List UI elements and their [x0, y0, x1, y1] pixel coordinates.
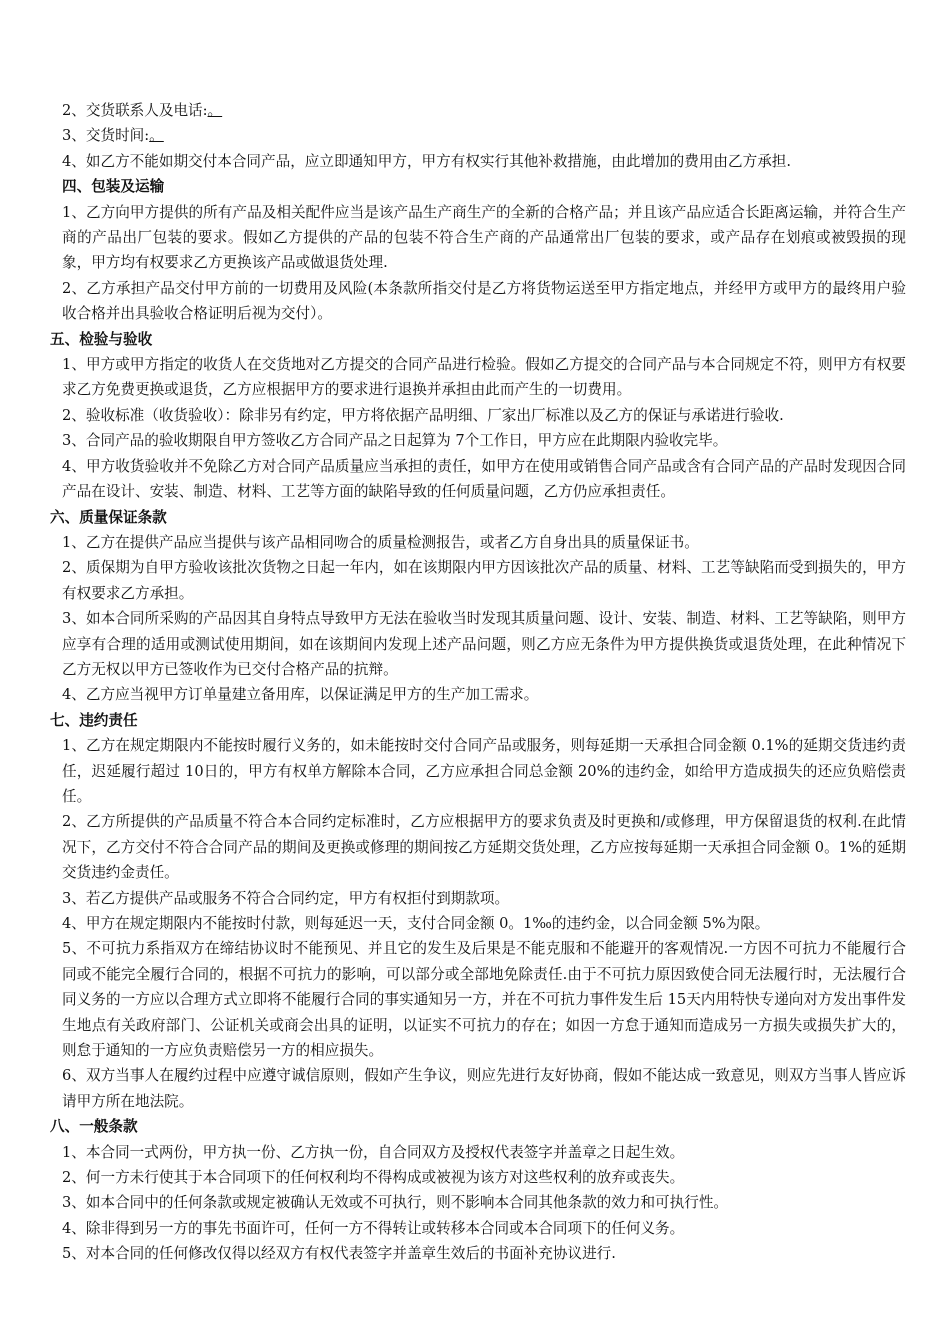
section-4-para-2: 2、乙方承担产品交付甲方前的一切费用及风险(本条款所指交付是乙方将货物运送至甲方指定地点，并经甲方或甲方的最终用户验收合格并出具验收合格证明后视为交付）。 [62, 279, 906, 323]
section-6-para-4: 4、乙方应当视甲方订单量建立备用库，以保证满足甲方的生产加工需求。 [62, 686, 539, 704]
section-7-para-2: 2、乙方所提供的产品质量不符合本合同约定标准时，乙方应根据甲方的要求负责及时更换和/或修理，甲方保留退货的权利.在此情况下，乙方交付不符合合同产品的期间及更换或修理的期间按乙方延期交货处理，乙方应按每延期一天承担合同金额 0。1%的延期交货违约金责任。 [62, 813, 906, 882]
section-8-heading: 八、一般条款 [50, 1118, 138, 1136]
section-6-para-2: 2、质保期为自甲方验收该批次货物之日起一年内，如在该期限内甲方因该批次产品的质量、材料、工艺等缺陷而受到损失的，甲方有权要求乙方承担。 [62, 559, 906, 602]
section-5-para-1: 1、甲方或甲方指定的收货人在交货地对乙方提交的合同产品进行检验。假如乙方提交的合同产品与本合同规定不符，则甲方有权要求乙方免费更换或退货，乙方应根据甲方的要求进行退换并承担由此而产生的一切费用。 [62, 356, 906, 399]
section-5-para-3: 3、合同产品的验收期限自甲方签收乙方合同产品之日起算为 7个工作日，甲方应在此期限内验收完毕。 [62, 432, 728, 450]
section-8-para-2: 2、何一方未行使其于本合同项下的任何权利均不得构成或被视为该方对这些权利的放弃或丧失。 [62, 1169, 685, 1187]
section-8-para-5: 5、对本合同的任何修改仅得以经双方有权代表签字并盖章生效后的书面补充协议进行. [62, 1245, 616, 1263]
section-7-para-1: 1、乙方在规定期限内不能按时履行义务的，如未能按时交付合同产品或服务，则每延期一天承担合同金额 0.1%的延期交货违约责任，迟延履行超过 10日的，甲方有权单方解除本合同，乙方应承担合同总金额 20%的违约金，如给甲方造成损失的还应负赔偿责任。 [62, 737, 906, 805]
delivery-contact-blank: 。 [207, 102, 223, 119]
section-4-para-1: 1、乙方向甲方提供的所有产品及相关配件应当是该产品生产商生产的全新的合格产品；并且该产品应适合长距离运输，并符合生产商的产品出厂包装的要求。假如乙方提供的产品的包装不符合生产商的产品通常出厂包装的要求，或产品存在划痕或被毁损的现象，甲方均有权要求乙方更换该产品或做退货处理. [62, 203, 906, 272]
section-8-para-3: 3、如本合同中的任何条款或规定被确认无效或不可执行，则不影响本合同其他条款的效力和可执行性。 [62, 1194, 729, 1212]
section-7-para-4: 4、甲方在规定期限内不能按时付款，则每延迟一天，支付合同金额 0。1‰的违约金，以合同金额 5%为限。 [62, 915, 770, 932]
section-7-para-5: 5、不可抗力系指双方在缔结协议时不能预见、并且它的发生及后果是不能克服和不能避开的客观情况.一方因不可抗力不能履行合同或不能完全履行合同的，根据不可抗力的影响，可以部分或全部地免除责任.由于不可抗力原因致使合同无法履行时，无法履行合同义务的一方应以合理方式立即将不能履行合同的事实通知另一方，并在不可抗力事件发生后 15天内用特快专递向对方发出事件发生地点有关政府部门、公证机关或商会出具的证明，以证实不可抗力的存在；如因一方怠于通知而造成另一方损失或损失扩大的，则怠于通知的一方应负责赔偿另一方的相应损失。 [62, 940, 906, 1060]
section-5-heading: 五、检验与验收 [50, 330, 153, 348]
late-delivery-clause: 4、如乙方不能如期交付本合同产品，应立即通知甲方，甲方有权实行其他补救措施，由此增加的费用由乙方承担. [62, 152, 792, 170]
section-8-para-1: 1、本合同一式两份，甲方执一份、乙方执一份，自合同双方及授权代表签字并盖章之日起生效。 [62, 1143, 685, 1161]
section-7-para-6: 6、双方当事人在履约过程中应遵守诚信原则，假如产生争议，则应先进行友好协商，假如不能达成一致意见，则双方当事人皆应诉请甲方所在地法院。 [62, 1067, 906, 1110]
section-7-para-3: 3、若乙方提供产品或服务不符合合同约定，甲方有权拒付到期款项。 [62, 889, 510, 907]
section-6-para-3: 3、如本合同所采购的产品因其自身特点导致甲方无法在验收当时发现其质量问题、设计、安装、制造、材料、工艺等缺陷，则甲方应享有合理的适用或测试使用期间，如在该期间内发现上述产品问题，则乙方应无条件为甲方提供换货或退货处理，在此种情况下乙方无权以甲方已签收作为已交付合格产品的抗辩。 [62, 610, 906, 678]
section-5-para-4: 4、甲方收货验收并不免除乙方对合同产品质量应当承担的责任，如甲方在使用或销售合同产品或含有合同产品的产品时发现因合同产品在设计、安装、制造、材料、工艺等方面的缺陷导致的任何质量问题，乙方仍应承担责任。 [62, 457, 906, 501]
section-4-heading: 四、包装及运输 [62, 178, 165, 196]
section-6-para-1: 1、乙方在提供产品应当提供与该产品相同吻合的质量检测报告，或者乙方自身出具的质量保证书。 [62, 533, 699, 551]
section-5-para-2: 2、验收标准（收货验收）：除非另有约定，甲方将依据产品明细、厂家出厂标准以及乙方的保证与承诺进行验收. [62, 406, 784, 424]
delivery-time-blank: 。 [149, 127, 164, 145]
section-7-heading: 七、违约责任 [50, 711, 138, 729]
delivery-contact-line: 2、交货联系人及电话:。 [62, 102, 223, 119]
section-8-para-4: 4、除非得到另一方的事先书面许可，任何一方不得转让或转移本合同或本合同项下的任何义务。 [62, 1219, 685, 1237]
delivery-time-line: 3、交货时间:。 [62, 127, 164, 145]
section-6-heading: 六、质量保证条款 [50, 508, 167, 526]
